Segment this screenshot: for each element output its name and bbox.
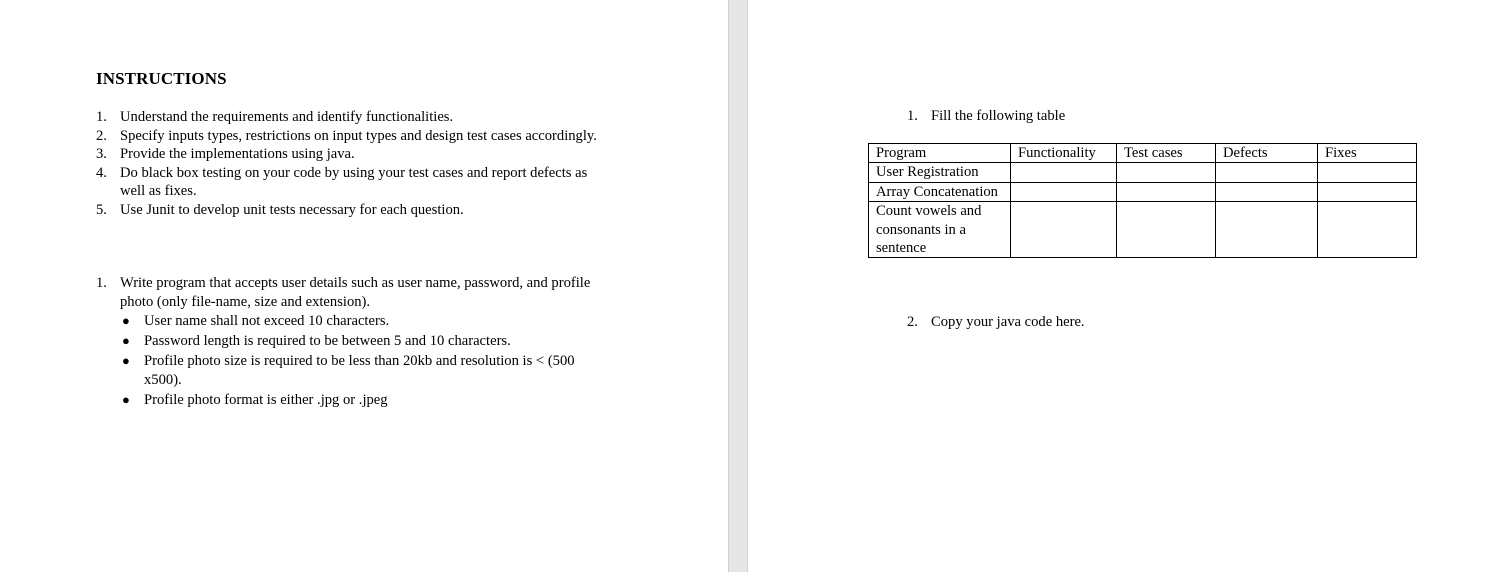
header-cell-functionality: Functionality [1011, 144, 1117, 163]
bullet-text: Password length is required to be between 5 and 10 characters. [144, 333, 511, 349]
table-cell-program[interactable]: Count vowels and consonants in a sentence [869, 202, 1011, 258]
table-cell-program[interactable]: User Registration [869, 163, 1011, 182]
bullet-icon: ● [122, 313, 130, 328]
list-number: 2. [96, 127, 107, 144]
list-number: 1. [907, 108, 918, 124]
instruction-text: Use Junit to develop unit tests necessary for each question. [120, 201, 464, 218]
header-cell-fixes: Fixes [1318, 144, 1417, 163]
list-number: 1. [96, 275, 107, 291]
table-cell[interactable] [1216, 182, 1318, 201]
list-number: 3. [96, 146, 107, 162]
header-cell-program: Program [869, 144, 1011, 163]
instruction-item [96, 145, 606, 164]
table-cell-program[interactable]: Array Concatenation [869, 182, 1011, 201]
page-separator [728, 0, 748, 572]
document-page-right [748, 0, 1510, 572]
fill-table-instruction [907, 107, 1065, 125]
question-text: Write program that accepts user details such as user name, password, and profile photo (only file-name, size and extension). [120, 275, 591, 310]
table-cell[interactable] [1117, 182, 1216, 201]
header-cell-defects: Defects [1216, 144, 1318, 163]
table-row [869, 163, 1417, 182]
table-cell[interactable] [1216, 163, 1318, 182]
instruction-text: Provide the implementations using java. [120, 146, 355, 162]
bullet-text: User name shall not exceed 10 characters. [144, 313, 390, 329]
fill-table-text: Fill the following table [931, 108, 1066, 124]
table-cell[interactable] [1318, 163, 1417, 182]
table-cell[interactable] [1318, 182, 1417, 201]
instruction-text: Specify inputs types, restrictions on input types and design test cases accordingly. [120, 127, 597, 144]
bullet-icon: ● [122, 353, 130, 368]
instruction-item [96, 108, 606, 127]
copy-code-text: Copy your java code here. [931, 314, 1085, 330]
document-page-left [0, 0, 728, 572]
instruction-text: Do black box testing on your code by using your test cases and report defects as well as fixes. [120, 164, 588, 199]
list-number: 1. [96, 109, 107, 125]
bullet-item [120, 312, 606, 331]
requirement-bullets [120, 312, 606, 409]
bullet-icon: ● [122, 391, 130, 407]
table-cell[interactable] [1117, 202, 1216, 258]
table-row [869, 202, 1417, 258]
table-header-row [869, 144, 1417, 163]
instruction-item [96, 201, 606, 220]
bullet-text: Profile photo format is either .jpg or .jpeg [144, 391, 388, 408]
header-cell-test-cases: Test cases [1117, 144, 1216, 163]
table-cell[interactable] [1011, 202, 1117, 258]
question-item [96, 274, 606, 409]
instructions-list [96, 108, 606, 219]
question-list [96, 274, 606, 411]
bullet-item [120, 391, 606, 410]
bullet-item [120, 352, 606, 389]
list-number: 5. [96, 201, 107, 218]
table-cell[interactable] [1216, 202, 1318, 258]
test-summary-table [868, 143, 1417, 258]
table-cell[interactable] [1318, 202, 1417, 258]
list-number: 2. [907, 314, 918, 330]
table-cell[interactable] [1117, 163, 1216, 182]
list-number: 4. [96, 164, 107, 181]
bullet-icon: ● [122, 333, 130, 348]
instruction-item [96, 164, 606, 201]
table-cell[interactable] [1011, 163, 1117, 182]
instruction-item [96, 127, 606, 146]
copy-code-instruction [907, 313, 1085, 331]
bullet-item [120, 332, 606, 351]
bullet-text: Profile photo size is required to be less than 20kb and resolution is < (500 x500). [144, 353, 575, 388]
table-row [869, 182, 1417, 201]
instruction-text: Understand the requirements and identify functionalities. [120, 109, 454, 125]
instructions-heading: INSTRUCTIONS [96, 69, 227, 88]
table-cell[interactable] [1011, 182, 1117, 201]
